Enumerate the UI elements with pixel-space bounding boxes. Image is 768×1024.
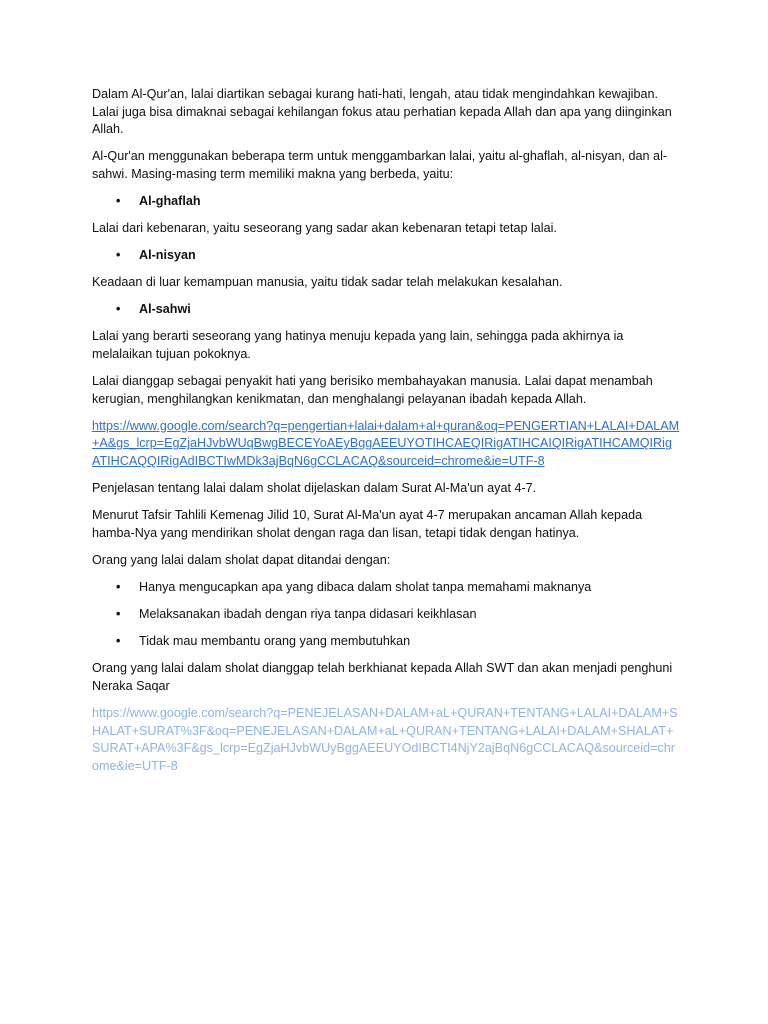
list-item: [92, 301, 680, 319]
term-list-nisyan: [92, 247, 680, 265]
paragraph-surat-al-maun: Penjelasan tentang lalai dalam sholat dijelaskan dalam Surat Al-Ma'un ayat 4-7.: [92, 481, 537, 496]
source-link-2[interactable]: https://www.google.com/search?q=PENEJELASAN+DALAM+aL+QURAN+TENTANG+LALAI+DALAM+SHALAT+SURAT%3F&oq=PENEJELASAN+DALAM+aL+QURAN+TENTANG+LALAI+DALAM+SHALAT+SURAT+APA%3F&gs_lcrp=EgZjaHJvbWUyBggAEEUYOdIBCTI4NjY2ajBqN6gCCLACAQ&sourceid=chrome&ie=UTF-8: [92, 705, 678, 773]
list-item: [92, 579, 680, 597]
paragraph-neraka-saqar: Orang yang lalai dalam sholat dianggap telah berkhianat kepada Allah SWT dan akan menjadi penghuni Neraka Saqar: [92, 661, 673, 693]
bullet-icon: •: [116, 302, 121, 317]
paragraph-nisyan-meaning: Keadaan di luar kemampuan manusia, yaitu tidak sadar telah melakukan kesalahan.: [92, 275, 563, 290]
bullet-icon: •: [116, 579, 121, 594]
document-page: [92, 86, 680, 785]
sign-text: Tidak mau membantu orang yang membutuhkan: [139, 634, 411, 649]
source-link-paragraph: [92, 705, 680, 775]
signs-list: [92, 579, 680, 651]
term-al-sahwi: Al-sahwi: [139, 302, 191, 317]
term-al-nisyan: Al-nisyan: [139, 248, 196, 263]
source-link-paragraph: [92, 418, 680, 471]
paragraph-tafsir: Menurut Tafsir Tahlili Kemenag Jilid 10, Surat Al-Ma'un ayat 4-7 merupakan ancaman Allah kepada hamba-Nya yang mendirikan sholat dengan raga dan lisan, tetapi tidak dengan hatinya.: [92, 508, 643, 540]
list-item: [92, 247, 680, 265]
paragraph-definition: Dalam Al-Qur'an, lalai diartikan sebagai kurang hati-hati, lengah, atau tidak mengindahkan kewajiban. Lalai juga bisa dimaknai sebagai kehilangan fokus atau perhatian kepada Allah dan apa yang diinginkan Allah.: [92, 87, 672, 137]
paragraph-heart-disease: Lalai dianggap sebagai penyakit hati yang berisiko membahayakan manusia. Lalai dapat menambah kerugian, menghilangkan kenikmatan, dan menghalangi pelayanan ibadah kepada Allah.: [92, 374, 653, 406]
bullet-icon: •: [116, 193, 121, 208]
bullet-icon: •: [116, 607, 121, 622]
paragraph-sahwi-meaning: Lalai yang berarti seseorang yang hatinya menuju kepada yang lain, sehingga pada akhirnya ia melalaikan tujuan pokoknya.: [92, 329, 624, 362]
sign-text: Melaksanakan ibadah dengan riya tanpa didasari keikhlasan: [139, 607, 477, 622]
bullet-icon: •: [116, 248, 121, 263]
term-al-ghaflah: Al-ghaflah: [139, 193, 201, 208]
source-link-1[interactable]: https://www.google.com/search?q=pengertian+lalai+dalam+al+quran&oq=PENGERTIAN+LALAI+DALAM+A&gs_lcrp=EgZjaHJvbWUqBwgBECEYoAEyBggAEEUYOTIHCAEQIRigATIHCAIQIRigATIHCAMQIRigATIHCAQQIRigAdIBCTIwMDk3ajBqN6gCCLACAQ&sourceid=chrome&ie=UTF-8: [92, 418, 680, 468]
sign-text: Hanya mengucapkan apa yang dibaca dalam sholat tanpa memahami maknanya: [139, 579, 592, 594]
list-item: [92, 606, 680, 624]
paragraph-signs-intro: Orang yang lalai dalam sholat dapat ditandai dengan:: [92, 552, 391, 567]
paragraph-ghaflah-meaning: Lalai dari kebenaran, yaitu seseorang yang sadar akan kebenaran tetapi tetap lalai.: [92, 221, 557, 236]
list-item: [92, 633, 680, 651]
bullet-icon: •: [116, 634, 121, 649]
term-list-sahwi: [92, 301, 680, 319]
paragraph-terms-intro: Al-Qur'an menggunakan beberapa term untuk menggambarkan lalai, yaitu al-ghaflah, al-nisyan, dan al-sahwi. Masing-masing term memiliki makna yang berbeda, yaitu:: [92, 149, 668, 181]
list-item: [92, 193, 680, 211]
term-list-ghaflah: [92, 193, 680, 211]
